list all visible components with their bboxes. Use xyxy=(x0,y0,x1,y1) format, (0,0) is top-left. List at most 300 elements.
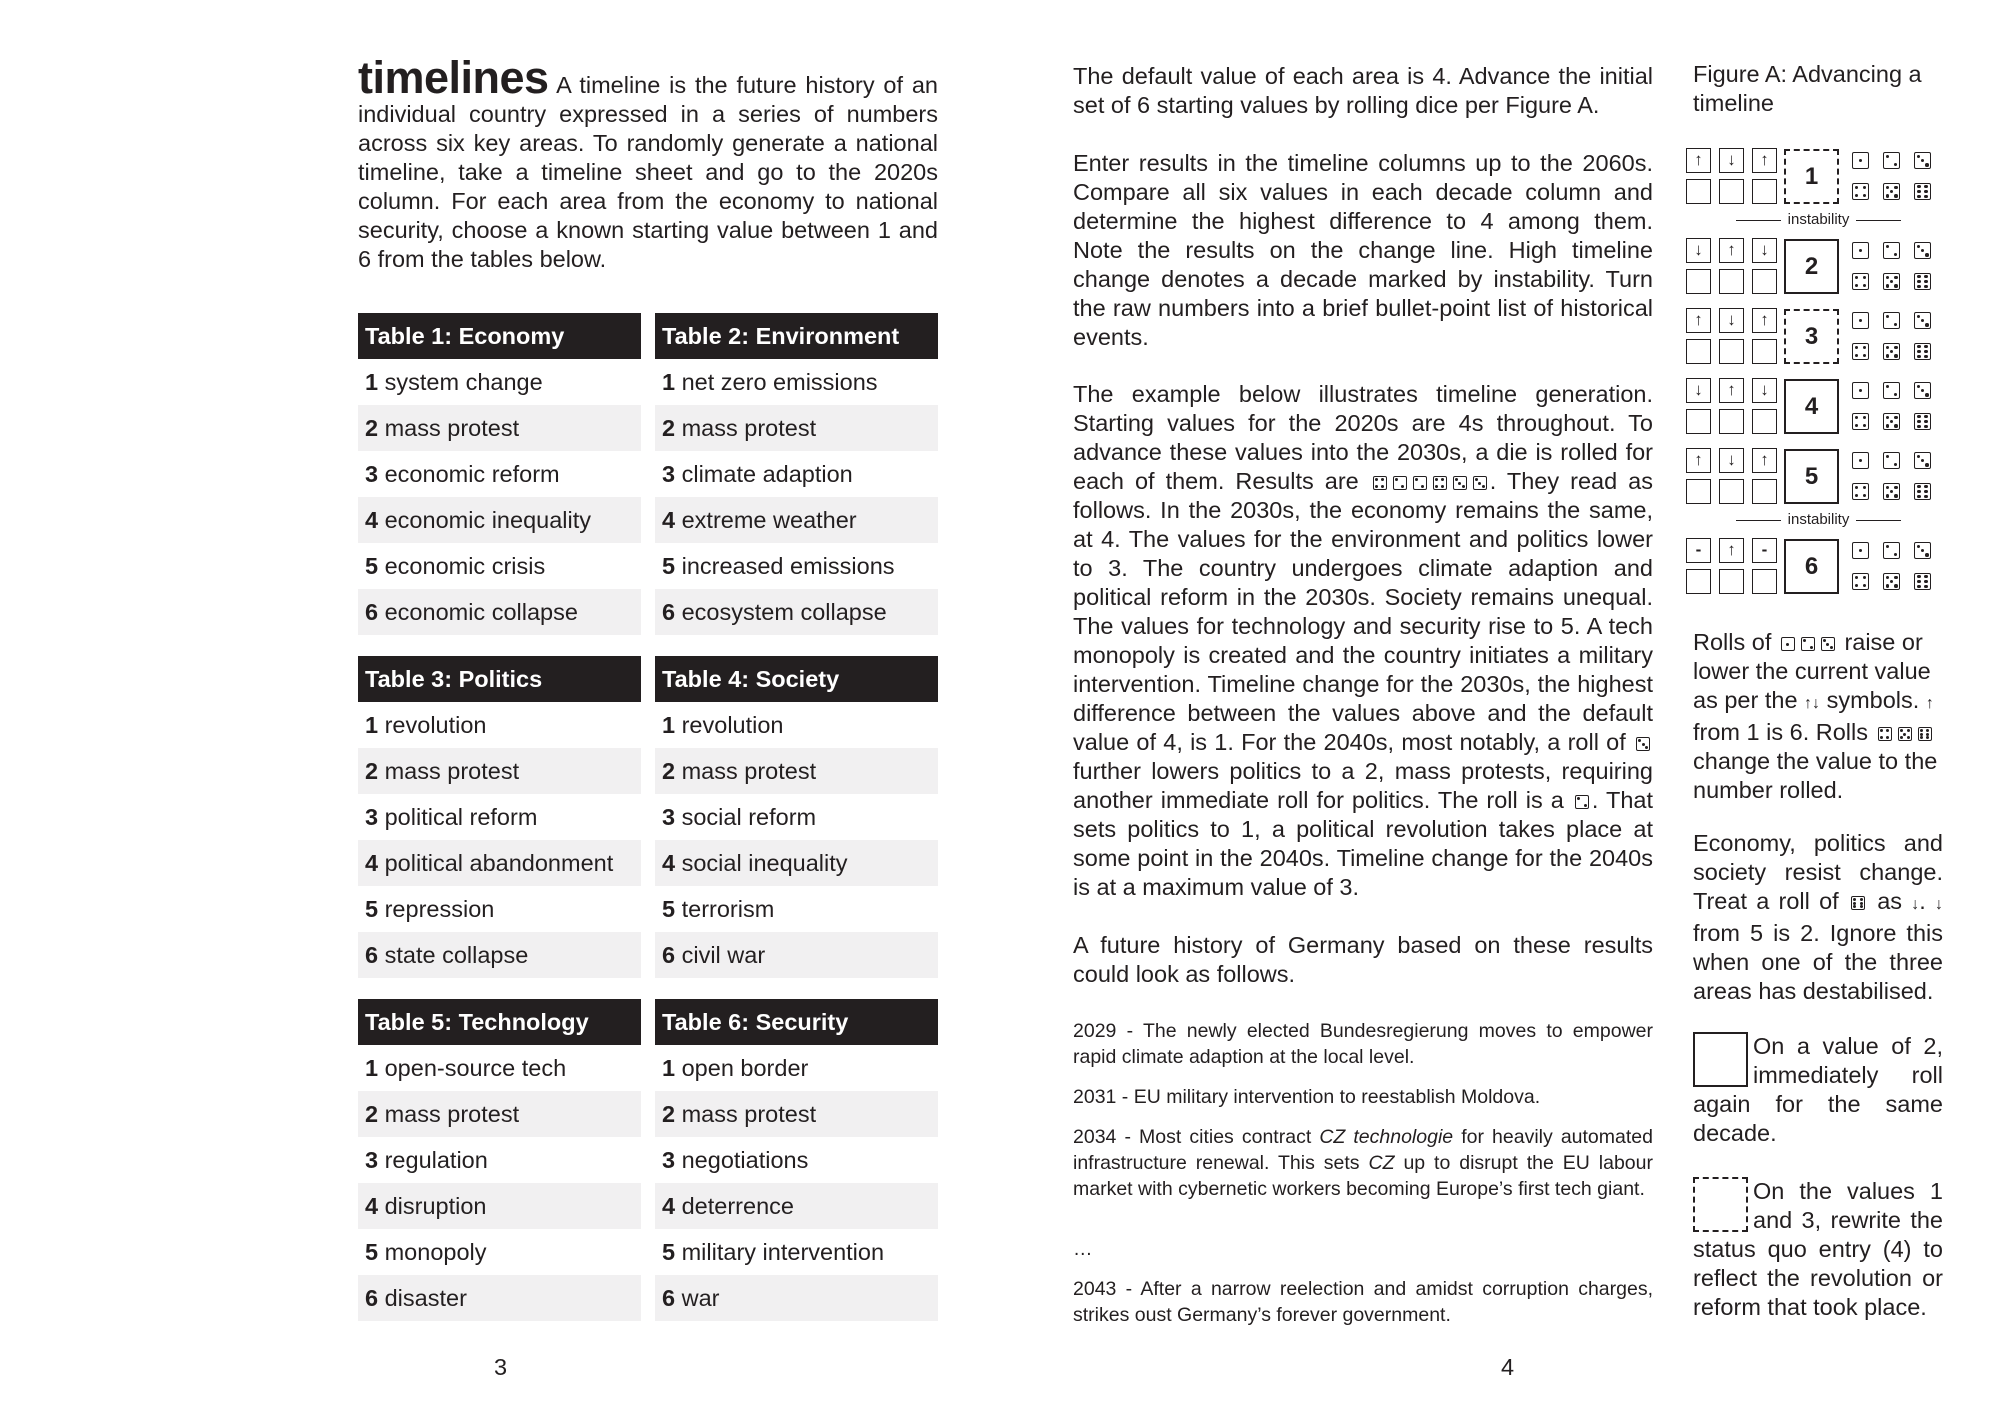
pip xyxy=(1924,195,1928,199)
result-box: 1 xyxy=(1784,149,1839,204)
pip xyxy=(1917,420,1921,424)
symbol-box: ↓ xyxy=(1752,238,1777,263)
pip xyxy=(1924,415,1928,419)
table-row xyxy=(655,748,938,794)
pip xyxy=(1917,285,1921,289)
empty-box xyxy=(1752,479,1777,504)
section-heading: timelines xyxy=(358,52,549,103)
die-3-icon xyxy=(1914,152,1931,169)
pip xyxy=(1853,905,1856,908)
history-entry-2031: 2031 - EU military intervention to reestablish Moldova. xyxy=(1073,1086,1541,1108)
symbol-box: ↓ xyxy=(1719,448,1744,473)
die-5-icon xyxy=(1883,183,1900,200)
history-2034-c: up to disrupt the EU labour market with cybernetic workers becoming Europe’s first tech giant. xyxy=(1073,1152,1653,1200)
paragraph-germany: A future history of Germany based on these results could look as follows. xyxy=(1073,932,1653,987)
pip xyxy=(1455,478,1458,481)
die-3-icon xyxy=(1914,452,1931,469)
die-5-icon xyxy=(1883,573,1900,590)
pip xyxy=(1381,485,1384,488)
die-5-icon xyxy=(1883,343,1900,360)
row-number: 6 xyxy=(365,599,379,625)
table-row xyxy=(655,1045,938,1091)
row-label: regulation xyxy=(384,1147,488,1173)
pip xyxy=(1917,155,1921,159)
pip xyxy=(1886,736,1889,739)
down-arrow-symbol: ↓ xyxy=(1935,896,1944,913)
table-row xyxy=(655,589,938,635)
row-number: 6 xyxy=(365,942,379,968)
empty-box xyxy=(1719,569,1744,594)
result-box: 4 xyxy=(1784,379,1839,434)
die-1-icon xyxy=(1852,452,1869,469)
die-4-icon xyxy=(1433,476,1447,490)
row-label: climate adaption xyxy=(681,461,853,487)
pip xyxy=(1894,584,1898,588)
paragraph-enter-results: Enter results in the timeline columns up to the 2060s. Compare all six values in each decade column and determine the highest difference to 4 among them. Note the results on the change line. High timeline change denotes a decade marked by instability. Turn the raw numbers into a brief bullet-point list of historical events. xyxy=(1073,150,1653,350)
table-row xyxy=(358,1045,641,1091)
table-row xyxy=(655,1275,938,1321)
pip xyxy=(1863,576,1867,580)
pip xyxy=(1584,804,1587,807)
pip xyxy=(1921,249,1925,253)
pip xyxy=(1886,186,1890,190)
pip xyxy=(1920,736,1923,739)
empty-box xyxy=(1719,409,1744,434)
figure-title: Figure A: Advancing a timeline xyxy=(1693,61,1922,116)
table-title: Table 1: Economy xyxy=(358,313,641,359)
pip xyxy=(1645,746,1648,749)
table-row xyxy=(358,589,641,635)
row-number: 2 xyxy=(365,415,379,441)
pip xyxy=(1921,159,1925,163)
pip xyxy=(1900,729,1903,732)
example-text-a: The example below illustrates timeline generation. Starting values for the 2020s are 4s throughout. To advance these values into the 2030s, a die is rolled for each of them. Results are xyxy=(1073,381,1653,494)
pip xyxy=(1925,393,1929,397)
pip xyxy=(1577,797,1580,800)
row-number: 5 xyxy=(662,896,676,922)
pip xyxy=(1859,549,1863,553)
pip xyxy=(1886,194,1890,198)
row-label: social reform xyxy=(681,804,817,830)
die-6-icon xyxy=(1914,273,1931,290)
pip xyxy=(1917,245,1921,249)
pip xyxy=(1855,186,1859,190)
instability-label: instability xyxy=(1736,210,1901,230)
pip xyxy=(1886,245,1890,249)
history-entry-2034 xyxy=(1073,1124,1653,1202)
pip xyxy=(1855,284,1859,288)
die-2-icon xyxy=(1883,452,1900,469)
pip xyxy=(1917,545,1921,549)
die-5-icon xyxy=(1883,413,1900,430)
pip xyxy=(1917,280,1921,284)
pip xyxy=(1921,389,1925,393)
resist-text-c: . xyxy=(1919,888,1926,914)
company-name: CZ technologie xyxy=(1319,1126,1454,1148)
pip xyxy=(1926,729,1929,732)
row-label: economic crisis xyxy=(384,553,546,579)
pip xyxy=(1924,425,1928,429)
row-number: 3 xyxy=(662,1147,676,1173)
pip xyxy=(1924,350,1928,354)
row-number: 1 xyxy=(662,712,676,738)
table-6 xyxy=(655,999,938,1321)
symbol-box: ↑ xyxy=(1686,148,1711,173)
pip xyxy=(1917,190,1921,194)
die-4-icon xyxy=(1852,573,1869,590)
row-label: state collapse xyxy=(384,942,529,968)
symbol-box: ↑ xyxy=(1686,448,1711,473)
float-spacer xyxy=(1693,1032,1753,1088)
row-label: mass protest xyxy=(681,415,817,441)
row-label: repression xyxy=(384,896,495,922)
pip xyxy=(1863,194,1867,198)
pip xyxy=(1886,424,1890,428)
pip xyxy=(1917,385,1921,389)
die-3-icon xyxy=(1914,312,1931,329)
row-number: 5 xyxy=(662,1239,676,1265)
pip xyxy=(1803,639,1806,642)
pip xyxy=(1441,478,1444,481)
die-6-icon xyxy=(1914,343,1931,360)
rolls-explanation xyxy=(1693,628,1943,805)
row-number: 4 xyxy=(365,507,379,533)
row-number: 5 xyxy=(662,553,676,579)
pip xyxy=(1475,478,1478,481)
pip xyxy=(1890,420,1894,424)
pip xyxy=(1826,643,1829,646)
empty-box xyxy=(1752,179,1777,204)
pip xyxy=(1917,185,1921,189)
pip xyxy=(1375,485,1378,488)
pip xyxy=(1859,249,1863,253)
row-number: 3 xyxy=(662,461,676,487)
die-1-icon xyxy=(1852,152,1869,169)
up-arrow-symbol: ↑ xyxy=(1925,695,1934,712)
table-row xyxy=(655,702,938,748)
pip xyxy=(1855,416,1859,420)
table-row xyxy=(358,359,641,405)
row-label: mass protest xyxy=(681,1101,817,1127)
empty-box xyxy=(1686,179,1711,204)
die-1-icon xyxy=(1852,542,1869,559)
table-row xyxy=(358,1275,641,1321)
die-5-icon xyxy=(1898,727,1912,741)
pip xyxy=(1890,280,1894,284)
table-row xyxy=(655,840,938,886)
pip xyxy=(1894,494,1898,498)
pip xyxy=(1894,346,1898,350)
pip xyxy=(1917,485,1921,489)
die-3-icon xyxy=(1914,242,1931,259)
die-1-icon xyxy=(1852,312,1869,329)
empty-box xyxy=(1752,409,1777,434)
table-row xyxy=(655,359,938,405)
row-number: 4 xyxy=(662,850,676,876)
pip xyxy=(1863,276,1867,280)
pip xyxy=(1886,545,1890,549)
note-dashed-box xyxy=(1693,1177,1943,1322)
pip xyxy=(1894,393,1898,397)
pip xyxy=(1880,736,1883,739)
die-4-icon xyxy=(1852,413,1869,430)
row-label: economic collapse xyxy=(384,599,578,625)
row-label: mass protest xyxy=(681,758,817,784)
pip xyxy=(1859,459,1863,463)
row-label: monopoly xyxy=(384,1239,487,1265)
die-2-icon xyxy=(1413,476,1427,490)
row-number: 4 xyxy=(365,850,379,876)
pip xyxy=(1924,420,1928,424)
row-number: 5 xyxy=(365,553,379,579)
pip xyxy=(1786,643,1789,646)
table-row xyxy=(358,405,641,451)
pip xyxy=(1855,576,1859,580)
pip xyxy=(1900,736,1903,739)
table-row xyxy=(655,932,938,978)
pip xyxy=(1920,729,1923,732)
pip xyxy=(1924,495,1928,499)
pip xyxy=(1859,319,1863,323)
pip xyxy=(1924,345,1928,349)
pip xyxy=(1917,575,1921,579)
pip xyxy=(1886,576,1890,580)
die-6-icon xyxy=(1914,183,1931,200)
pip xyxy=(1375,478,1378,481)
table-row xyxy=(358,932,641,978)
table-row xyxy=(655,497,938,543)
table-row xyxy=(655,886,938,932)
pip xyxy=(1478,482,1481,485)
paragraph-example xyxy=(1073,380,1653,902)
pip xyxy=(1863,284,1867,288)
pip xyxy=(1810,646,1813,649)
row-label: extreme weather xyxy=(681,507,857,533)
pip xyxy=(1917,580,1921,584)
table-row xyxy=(655,1137,938,1183)
row-label: economic reform xyxy=(384,461,560,487)
pip xyxy=(1886,315,1890,319)
table-row xyxy=(358,1137,641,1183)
table-row xyxy=(358,702,641,748)
history-2034-a: 2034 - Most cities contract xyxy=(1073,1126,1312,1148)
pip xyxy=(1890,580,1894,584)
pip xyxy=(1894,416,1898,420)
die-3-icon xyxy=(1636,737,1650,751)
table-row xyxy=(358,840,641,886)
table-row xyxy=(655,405,938,451)
empty-box xyxy=(1719,179,1744,204)
pip xyxy=(1823,639,1826,642)
pip xyxy=(1890,350,1894,354)
page-number-left: 3 xyxy=(494,1354,508,1380)
table-5 xyxy=(358,999,641,1321)
row-number: 3 xyxy=(365,804,379,830)
pip xyxy=(1863,346,1867,350)
symbol-box: - xyxy=(1752,538,1777,563)
pip xyxy=(1886,276,1890,280)
row-label: ecosystem collapse xyxy=(681,599,887,625)
row-number: 2 xyxy=(365,1101,379,1127)
history-2034-b: for heavily automated infrastructure renewal. This sets xyxy=(1073,1126,1653,1174)
die-2-icon xyxy=(1801,637,1815,651)
pip xyxy=(1925,553,1929,557)
pip xyxy=(1395,478,1398,481)
symbol-box: ↓ xyxy=(1719,148,1744,173)
symbol-box: ↓ xyxy=(1752,378,1777,403)
history-entry-2043: 2043 - After a narrow reelection and amidst corruption charges, strikes oust Germany’s forever government. xyxy=(1073,1278,1653,1326)
pip xyxy=(1415,478,1418,481)
pip xyxy=(1853,902,1856,905)
die-1-icon xyxy=(1852,382,1869,399)
pip xyxy=(1863,486,1867,490)
row-number: 1 xyxy=(365,369,379,395)
empty-box xyxy=(1686,269,1711,294)
pip xyxy=(1924,575,1928,579)
pip xyxy=(1860,905,1863,908)
symbol-box: ↑ xyxy=(1752,148,1777,173)
pip xyxy=(1421,485,1424,488)
pip xyxy=(1921,319,1925,323)
pip xyxy=(1855,584,1859,588)
empty-box xyxy=(1719,479,1744,504)
row-number: 1 xyxy=(365,1055,379,1081)
row-label: terrorism xyxy=(681,896,775,922)
pip xyxy=(1642,743,1645,746)
row-label: social inequality xyxy=(681,850,848,876)
row-label: open-source tech xyxy=(384,1055,567,1081)
resist-text-d: from 5 is 2. Ignore this when one of the three areas has destabilised. xyxy=(1693,920,1943,1004)
empty-box xyxy=(1686,479,1711,504)
empty-box xyxy=(1752,269,1777,294)
pip xyxy=(1886,354,1890,358)
table-3 xyxy=(358,656,641,978)
die-6-icon xyxy=(1914,413,1931,430)
pip xyxy=(1863,416,1867,420)
row-number: 5 xyxy=(365,896,379,922)
empty-box xyxy=(1686,409,1711,434)
paragraph-default-value: The default value of each area is 4. Advance the initial set of 6 starting values by rolling dice per Figure A. xyxy=(1073,63,1653,118)
history-entry-2029: 2029 - The newly elected Bundesregierung moves to empower rapid climate adaption at the local level. xyxy=(1073,1020,1653,1068)
pip xyxy=(1921,459,1925,463)
row-number: 2 xyxy=(365,758,379,784)
resist-text-a: Economy, politics and society resist change. Treat a roll of xyxy=(1693,830,1943,914)
die-4-icon xyxy=(1852,343,1869,360)
pip xyxy=(1894,253,1898,257)
row-number: 1 xyxy=(662,1055,676,1081)
pip xyxy=(1435,485,1438,488)
history-ellipsis: … xyxy=(1073,1238,1093,1260)
row-number: 6 xyxy=(662,599,676,625)
pip xyxy=(1855,354,1859,358)
table-row xyxy=(358,451,641,497)
result-box: 3 xyxy=(1784,309,1839,364)
pip xyxy=(1917,345,1921,349)
table-title: Table 5: Technology xyxy=(358,999,641,1045)
pip xyxy=(1924,280,1928,284)
die-3-icon xyxy=(1453,476,1467,490)
pip xyxy=(1924,580,1928,584)
pip xyxy=(1925,163,1929,167)
table-title: Table 4: Society xyxy=(655,656,938,702)
pip xyxy=(1924,275,1928,279)
arrows-symbol: ↑↓ xyxy=(1804,695,1821,712)
row-label: civil war xyxy=(681,942,766,968)
pip xyxy=(1863,494,1867,498)
pip xyxy=(1855,276,1859,280)
pip xyxy=(1917,490,1921,494)
rolls-text-e: change the value to the number rolled. xyxy=(1693,748,1938,803)
pip xyxy=(1894,576,1898,580)
pip xyxy=(1435,478,1438,481)
example-roll-dice xyxy=(1370,468,1490,494)
pip xyxy=(1924,190,1928,194)
pip xyxy=(1859,159,1863,163)
pip xyxy=(1894,323,1898,327)
empty-box xyxy=(1752,569,1777,594)
pip xyxy=(1855,346,1859,350)
result-box: 2 xyxy=(1784,239,1839,294)
die-3-icon xyxy=(1821,637,1835,651)
pip xyxy=(1917,455,1921,459)
pip xyxy=(1890,490,1894,494)
die-6-icon xyxy=(1914,573,1931,590)
die-3-icon xyxy=(1914,542,1931,559)
pip xyxy=(1441,485,1444,488)
page-number-right: 4 xyxy=(1501,1354,1515,1380)
row-number: 3 xyxy=(365,1147,379,1173)
pip xyxy=(1855,424,1859,428)
row-number: 4 xyxy=(365,1193,379,1219)
table-row xyxy=(655,794,938,840)
pip xyxy=(1638,739,1641,742)
pip xyxy=(1886,494,1890,498)
pip xyxy=(1880,729,1883,732)
table-row xyxy=(358,1229,641,1275)
die-2-icon xyxy=(1883,152,1900,169)
pip xyxy=(1894,163,1898,167)
row-label: revolution xyxy=(681,712,784,738)
table-row xyxy=(358,748,641,794)
row-label: deterrence xyxy=(681,1193,794,1219)
float-spacer xyxy=(1693,1177,1753,1233)
pip xyxy=(1917,275,1921,279)
symbol-box: ↑ xyxy=(1752,448,1777,473)
pip xyxy=(1886,385,1890,389)
table-1 xyxy=(358,313,641,635)
pip xyxy=(1921,549,1925,553)
die-5-icon xyxy=(1883,273,1900,290)
pip xyxy=(1886,284,1890,288)
resist-text-b: as xyxy=(1877,888,1903,914)
table-4 xyxy=(655,656,938,978)
pip xyxy=(1926,736,1929,739)
symbol-box: ↑ xyxy=(1719,538,1744,563)
table-row xyxy=(358,543,641,589)
pip xyxy=(1458,482,1461,485)
pip xyxy=(1401,485,1404,488)
pip xyxy=(1907,729,1910,732)
pip xyxy=(1886,486,1890,490)
down-arrow-symbol: ↓ xyxy=(1911,896,1920,913)
die-2-icon xyxy=(1393,476,1407,490)
result-box: 6 xyxy=(1784,539,1839,594)
pip xyxy=(1482,485,1485,488)
note-solid-text: On a value of 2, immediately roll again for the same decade. xyxy=(1693,1033,1943,1146)
symbol-box: - xyxy=(1686,538,1711,563)
pip xyxy=(1894,186,1898,190)
table-row xyxy=(655,543,938,589)
